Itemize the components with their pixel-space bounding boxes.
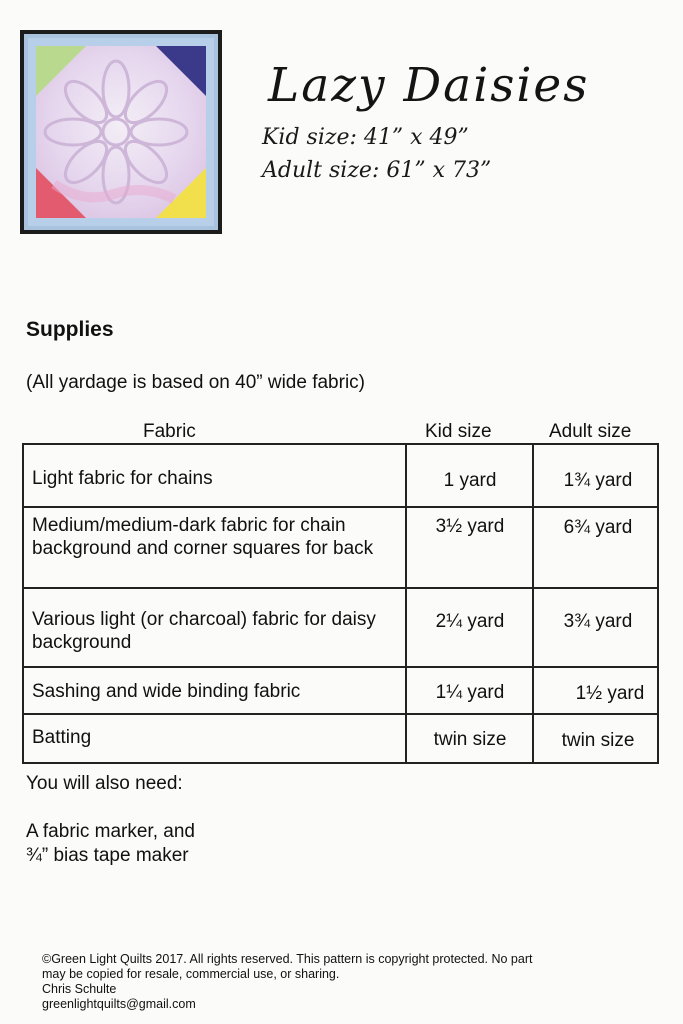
column-header-adult-size: Adult size xyxy=(549,421,632,442)
table-divider xyxy=(24,587,657,589)
copyright-notice-continued: may be copied for resale, commercial use, or sharing. xyxy=(42,967,340,981)
adult-size-dimensions: Adult size: 61” x 73” xyxy=(262,158,492,183)
fabric-cell: Various light (or charcoal) fabric for daisy background xyxy=(32,609,376,653)
daisy-quilt-illustration xyxy=(24,34,218,230)
column-header-kid-size: Kid size xyxy=(425,421,492,442)
fabric-cell: Medium/medium-dark fabric for chain background and corner squares for back xyxy=(32,515,374,559)
author-name: Chris Schulte xyxy=(42,982,117,996)
list-item: ¾” bias tape maker xyxy=(26,845,189,866)
copyright-footer xyxy=(42,952,532,1012)
kid-size-cell: twin size xyxy=(433,729,507,750)
pattern-title: Lazy Daisies xyxy=(268,58,590,113)
also-need-label: You will also need: xyxy=(26,773,183,794)
kid-size-cell: 1 yard xyxy=(443,470,497,491)
adult-size-cell: 1½ yard xyxy=(575,683,645,704)
list-item: A fabric marker, and xyxy=(26,821,195,842)
adult-size-cell: 6¾ yard xyxy=(563,517,633,538)
fabric-cell: Sashing and wide binding fabric xyxy=(32,681,301,702)
fabric-cell: Light fabric for chains xyxy=(32,468,213,489)
table-divider xyxy=(24,713,657,715)
copyright-notice: ©Green Light Quilts 2017. All rights reserved. This pattern is copyright protected. No part xyxy=(42,952,533,966)
table-divider xyxy=(24,506,657,508)
contact-email: greenlightquilts@gmail.com xyxy=(42,997,196,1011)
supplies-heading: Supplies xyxy=(26,318,114,341)
kid-size-cell: 3½ yard xyxy=(435,516,505,537)
column-header-fabric: Fabric xyxy=(143,421,196,442)
adult-size-cell: 1¾ yard xyxy=(563,470,633,491)
adult-size-cell: twin size xyxy=(561,730,635,751)
kid-size-dimensions: Kid size: 41” x 49” xyxy=(262,125,469,150)
adult-size-cell: 3¾ yard xyxy=(563,611,633,632)
fabric-cell: Batting xyxy=(32,727,92,748)
yardage-note: (All yardage is based on 40” wide fabric) xyxy=(26,372,366,393)
kid-size-cell: 2¼ yard xyxy=(435,611,505,632)
kid-size-cell: 1¼ yard xyxy=(435,682,505,703)
table-divider xyxy=(24,666,657,668)
quilt-block-photo xyxy=(20,30,222,234)
